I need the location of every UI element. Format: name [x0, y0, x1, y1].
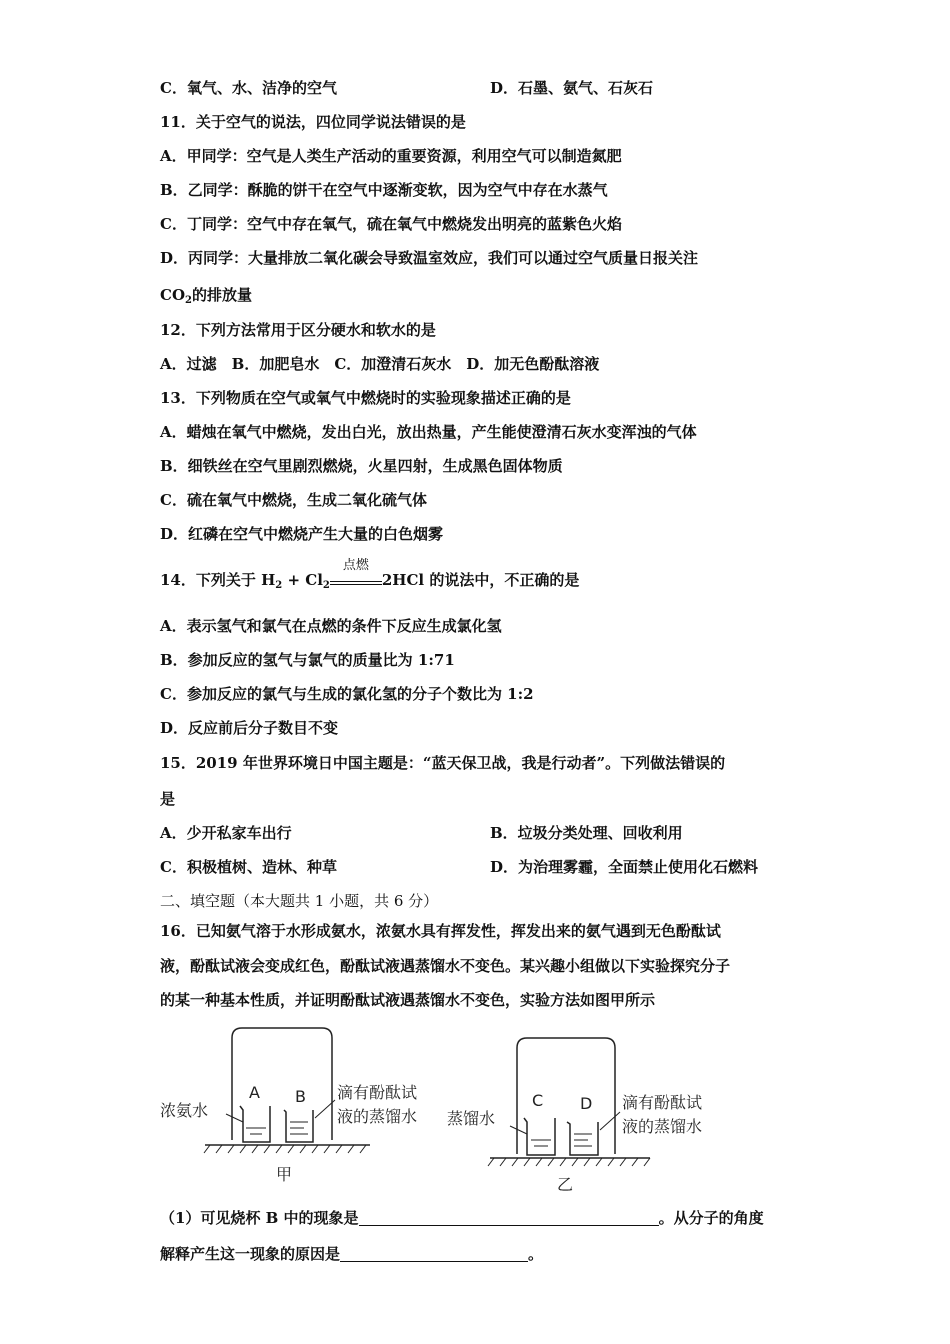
q13-option-a: A．蜡烛在氧气中燃烧，发出白光，放出热量，产生能使澄清石灰水变浑浊的气体	[160, 423, 697, 441]
q10-option-c: C．氧气、水、洁净的空气	[160, 79, 337, 97]
q10-option-d: D．石墨、氨气、石灰石	[490, 79, 654, 97]
q16-part1-text3: 解释产生这一现象的原因是	[160, 1245, 341, 1263]
q16-line-1: 16．已知氨气溶于水形成氨水，浓氨水具有挥发性，挥发出来的氨气遇到无色酚酞试	[160, 922, 721, 940]
q16-part1	[160, 1208, 764, 1228]
q13-stem: 13．下列物质在空气或氧气中燃烧时的实验现象描述正确的是	[160, 389, 571, 407]
subscript: 2	[322, 580, 330, 591]
label-phenolphthalein-3: 滴有酚酞试	[622, 1093, 703, 1112]
q14-option-a: A．表示氢气和氯气在点燃的条件下反应生成氯化氢	[160, 617, 502, 635]
q15-option-d: D．为治理雾霾，全面禁止使用化石燃料	[490, 858, 759, 876]
q15-option-c: C．积极植树、造林、种草	[160, 858, 337, 876]
label-phenolphthalein-4: 液的蒸馏水	[622, 1117, 703, 1136]
q14-prefix: 14．下列关于 H	[160, 571, 276, 589]
q16-part1-text2: 。从分子的角度	[658, 1209, 764, 1227]
q11-option-c: C．丁同学：空气中存在氧气，硫在氧气中燃烧发出明亮的蓝紫色火焰	[160, 215, 622, 233]
experiment-figure	[0, 1018, 950, 1198]
q14-option-b: B．参加反应的氢气与氯气的质量比为 1:71	[160, 651, 455, 669]
co-text: CO	[160, 286, 186, 304]
continuation-text: 的排放量	[191, 286, 252, 304]
q15-stem-continued: 是	[160, 790, 176, 808]
answer-blank-2[interactable]	[340, 1245, 528, 1262]
q16-line-3: 的某一种基本性质，并证明酚酞试液遇蒸馏水不变色，实验方法如图甲所示	[160, 991, 656, 1009]
label-phenolphthalein-1: 滴有酚酞试	[337, 1083, 418, 1102]
label-a: A	[249, 1083, 260, 1102]
q14-suffix: 2HCl 的说法中，不正确的是	[381, 571, 580, 589]
label-distilled-water: 蒸馏水	[447, 1109, 496, 1128]
q14-option-d: D．反应前后分子数目不变	[160, 719, 339, 737]
q15-option-b: B．垃圾分类处理、回收利用	[490, 824, 683, 842]
label-c: C	[532, 1091, 544, 1110]
q11-option-d-continued	[160, 285, 252, 311]
label-b: B	[295, 1087, 306, 1106]
q15-option-a: A．少开私家车出行	[160, 824, 292, 842]
q11-option-a: A．甲同学：空气是人类生产活动的重要资源，利用空气可以制造氮肥	[160, 147, 622, 165]
q11-option-d: D．丙同学：大量排放二氧化碳会导致温室效应，我们可以通过空气质量日报关注	[160, 249, 699, 267]
label-d: D	[580, 1094, 593, 1113]
q14-stem	[160, 558, 580, 596]
section-heading: 二、填空题（本大题共 1 小题，共 6 分）	[160, 892, 439, 910]
q16-line-2: 液，酚酞试液会变成红色，酚酞试液遇蒸馏水不变色。某兴趣小组做以下实验探究分子	[160, 957, 731, 975]
reaction-condition: 点燃	[342, 558, 369, 573]
q11-option-b: B．乙同学：酥脆的饼干在空气中逐渐变软，因为空气中存在水蒸气	[160, 181, 608, 199]
q11-stem: 11．关于空气的说法，四位同学说法错误的是	[160, 113, 466, 131]
label-concentrated-ammonia: 浓氨水	[160, 1101, 209, 1120]
q16-part1-text: （1）可见烧杯 B 中的现象是	[160, 1209, 359, 1227]
q12-stem: 12．下列方法常用于区分硬水和软水的是	[160, 321, 436, 339]
subscript: 2	[275, 580, 283, 591]
q12-options: A．过滤 B．加肥皂水 C．加澄清石灰水 D．加无色酚酞溶液	[160, 355, 600, 373]
q15-stem: 15．2019 年世界环境日中国主题是：“蓝天保卫战，我是行动者”。下列做法错误的	[160, 754, 726, 772]
q14-plus: + Cl	[282, 571, 323, 589]
q16-part1-end: 。	[528, 1245, 544, 1263]
caption-yi: 乙	[557, 1175, 574, 1194]
caption-jia: 甲	[276, 1165, 293, 1184]
answer-blank-1[interactable]	[359, 1209, 659, 1226]
q13-option-d: D．红磷在空气中燃烧产生大量的白色烟雾	[160, 525, 444, 543]
reaction-arrow	[330, 558, 382, 585]
label-phenolphthalein-2: 液的蒸馏水	[337, 1107, 418, 1126]
q16-part1-continued	[160, 1244, 543, 1264]
q13-option-c: C．硫在氧气中燃烧，生成二氧化硫气体	[160, 491, 427, 509]
subscript: 2	[185, 295, 192, 306]
q14-option-c: C．参加反应的氯气与生成的氯化氢的分子个数比为 1:2	[160, 685, 534, 703]
q13-option-b: B．细铁丝在空气里剧烈燃烧，火星四射，生成黑色固体物质	[160, 457, 563, 475]
